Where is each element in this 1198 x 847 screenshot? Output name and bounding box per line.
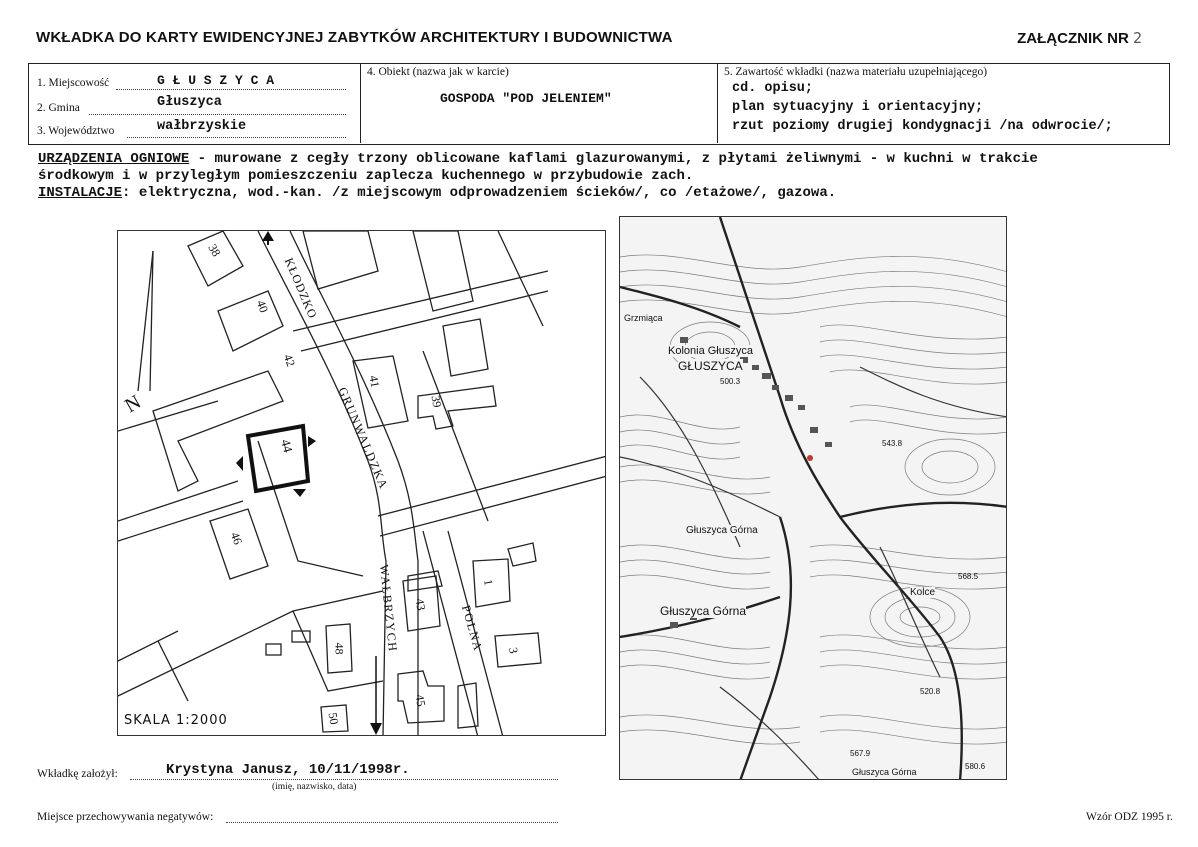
install-text: : elektryczna, wod.-kan. /z miejscowym odprowadzeniem ścieków/, co /etażowe/, gazowa. <box>122 185 837 201</box>
place-label-gorna-1: Głuszyca Górna <box>686 525 758 536</box>
building-label-42: 42 <box>280 352 299 369</box>
elevation-4: 520.8 <box>920 687 941 696</box>
heating-heading: URZĄDZENIA OGNIOWE <box>38 151 190 167</box>
building-40 <box>218 291 283 351</box>
install-line <box>38 185 1163 202</box>
negatives-label: Miejsce przechowywania negatywów: <box>37 811 214 823</box>
topo-map-drawing <box>620 217 1007 780</box>
building-45-annex <box>458 683 478 728</box>
lane-west-2 <box>118 501 243 541</box>
negatives-dots <box>226 822 558 823</box>
object-location-marker <box>807 455 813 461</box>
lane-southwest-2 <box>118 631 178 661</box>
field-group-location <box>29 64 360 143</box>
place-label-gorna-2: Głuszyca Górna <box>660 604 747 618</box>
object-label: 4. Obiekt (nazwa jak w karcie) <box>367 66 509 78</box>
building-label-41: 41 <box>366 374 383 389</box>
street-label-walbrzych: WAŁBRZYCH <box>377 563 401 654</box>
view-arrow-east <box>308 436 316 447</box>
heating-line-2: środkowym i w przyległym pomieszczeniu zaplecza kuchennego w przybudowie zach. <box>38 168 694 184</box>
building-label-50: 50 <box>325 711 342 726</box>
building-38 <box>188 231 243 286</box>
lot-line-5 <box>498 231 543 326</box>
elevation-2: 543.8 <box>882 439 903 448</box>
elevation-1: 500.3 <box>720 377 741 386</box>
place-label-grzmiaca: Grzmiąca <box>624 313 663 323</box>
site-plan <box>117 230 606 736</box>
place-label-gorna-3: Głuszyca Górna <box>852 767 917 777</box>
voivodeship-dots <box>127 137 346 138</box>
building-small-ne <box>508 543 536 566</box>
commune-label: 2. Gmina <box>37 102 80 114</box>
building-label-48: 48 <box>332 642 347 655</box>
building-label-3: 3 <box>506 646 521 655</box>
annex-label <box>1017 29 1142 47</box>
voivodeship-label: 3. Województwo <box>37 125 115 137</box>
street-label-klodzko: KŁODZKO <box>281 255 321 321</box>
form-id: Wzór ODZ 1995 r. <box>1086 811 1173 823</box>
field-group-contents <box>717 64 1169 143</box>
building-label-45: 45 <box>412 693 429 708</box>
north-label: N <box>121 390 145 418</box>
road-edge-west <box>258 231 386 736</box>
building-tiny-1 <box>266 644 281 655</box>
building-46 <box>210 509 268 579</box>
field-group-object <box>360 64 717 143</box>
building-tiny-2 <box>292 631 310 642</box>
description-block <box>38 151 1163 202</box>
building-42 <box>153 371 283 491</box>
site-plan-drawing <box>118 231 606 736</box>
street-label-grunwaldzka: GRUNWALDZKA <box>335 385 392 492</box>
lane-west <box>118 481 238 521</box>
fields-table <box>28 63 1170 145</box>
commune-value: Głuszyca <box>157 95 222 110</box>
elevation-6: 580.6 <box>965 762 986 771</box>
building-label-46: 46 <box>227 530 246 547</box>
building-label-43: 43 <box>412 597 429 612</box>
contents-line-3: rzut poziomy drugiej kondygnacji /na odwrocie/; <box>732 119 1113 134</box>
building-label-40: 40 <box>253 298 272 315</box>
commune-dots <box>89 114 346 115</box>
founder-dots <box>130 779 558 780</box>
arrow-head-north <box>262 231 274 241</box>
contents-line-1: cd. opisu; <box>732 81 814 96</box>
building-top-2 <box>413 231 473 311</box>
view-arrow-west <box>236 456 243 471</box>
annex-number: 2 <box>1132 29 1142 47</box>
contents-label: 5. Zawartość wkładki (nazwa materiału uzupełniającego) <box>724 66 988 78</box>
scale-label: SKALA 1:2000 <box>124 713 228 728</box>
building-label-39: 39 <box>428 394 445 409</box>
building-label-38: 38 <box>205 241 224 259</box>
document-title: WKŁADKA DO KARTY EWIDENCYJNEJ ZABYTKÓW ARCHITEKTURY I BUDOWNICTWA <box>36 29 673 46</box>
building-label-44: 44 <box>278 437 296 455</box>
locality-dots <box>116 89 346 90</box>
topo-map <box>619 216 1007 780</box>
lot-line-1 <box>158 641 188 701</box>
heating-line-1 <box>38 151 1163 168</box>
locality-label: 1. Miejscowość <box>37 77 110 89</box>
contents-line-2: plan sytuacyjny i orientacyjny; <box>732 100 984 115</box>
building-top-3 <box>443 319 488 376</box>
elevation-3: 568.5 <box>958 572 979 581</box>
building-44-highlight <box>248 426 308 491</box>
voivodeship-value: wałbrzyskie <box>157 119 247 134</box>
arrow-head-south <box>370 723 382 735</box>
street-label-polna: POLNA <box>458 603 486 654</box>
place-label-kolce: Kolce <box>910 587 936 598</box>
founder-hint: (imię, nazwisko, data) <box>272 782 357 792</box>
founder-label: Wkładkę założył: <box>37 768 118 780</box>
place-label-kolonia: Kolonia Głuszyca <box>668 345 753 357</box>
founder-value: Krystyna Janusz, 10/11/1998r. <box>166 762 410 778</box>
object-value: GOSPODA "POD JELENIEM" <box>440 91 612 106</box>
install-heading: INSTALACJE <box>38 185 123 201</box>
lot-line-3 <box>258 441 363 576</box>
elevation-5: 567.9 <box>850 749 871 758</box>
annex-label-text: ZAŁĄCZNIK NR <box>1017 30 1129 47</box>
view-arrow-south <box>293 489 306 497</box>
heating-text-1: - murowane z cegły trzony oblicowane kaflami glazurowanymi, z płytami żeliwnymi - w kuchni w trakcie <box>189 151 1038 167</box>
building-label-1: 1 <box>481 578 496 587</box>
place-label-gluszyca: GŁUSZYCA <box>678 359 743 373</box>
locality-value: G Ł U S Z Y C A <box>157 73 275 88</box>
